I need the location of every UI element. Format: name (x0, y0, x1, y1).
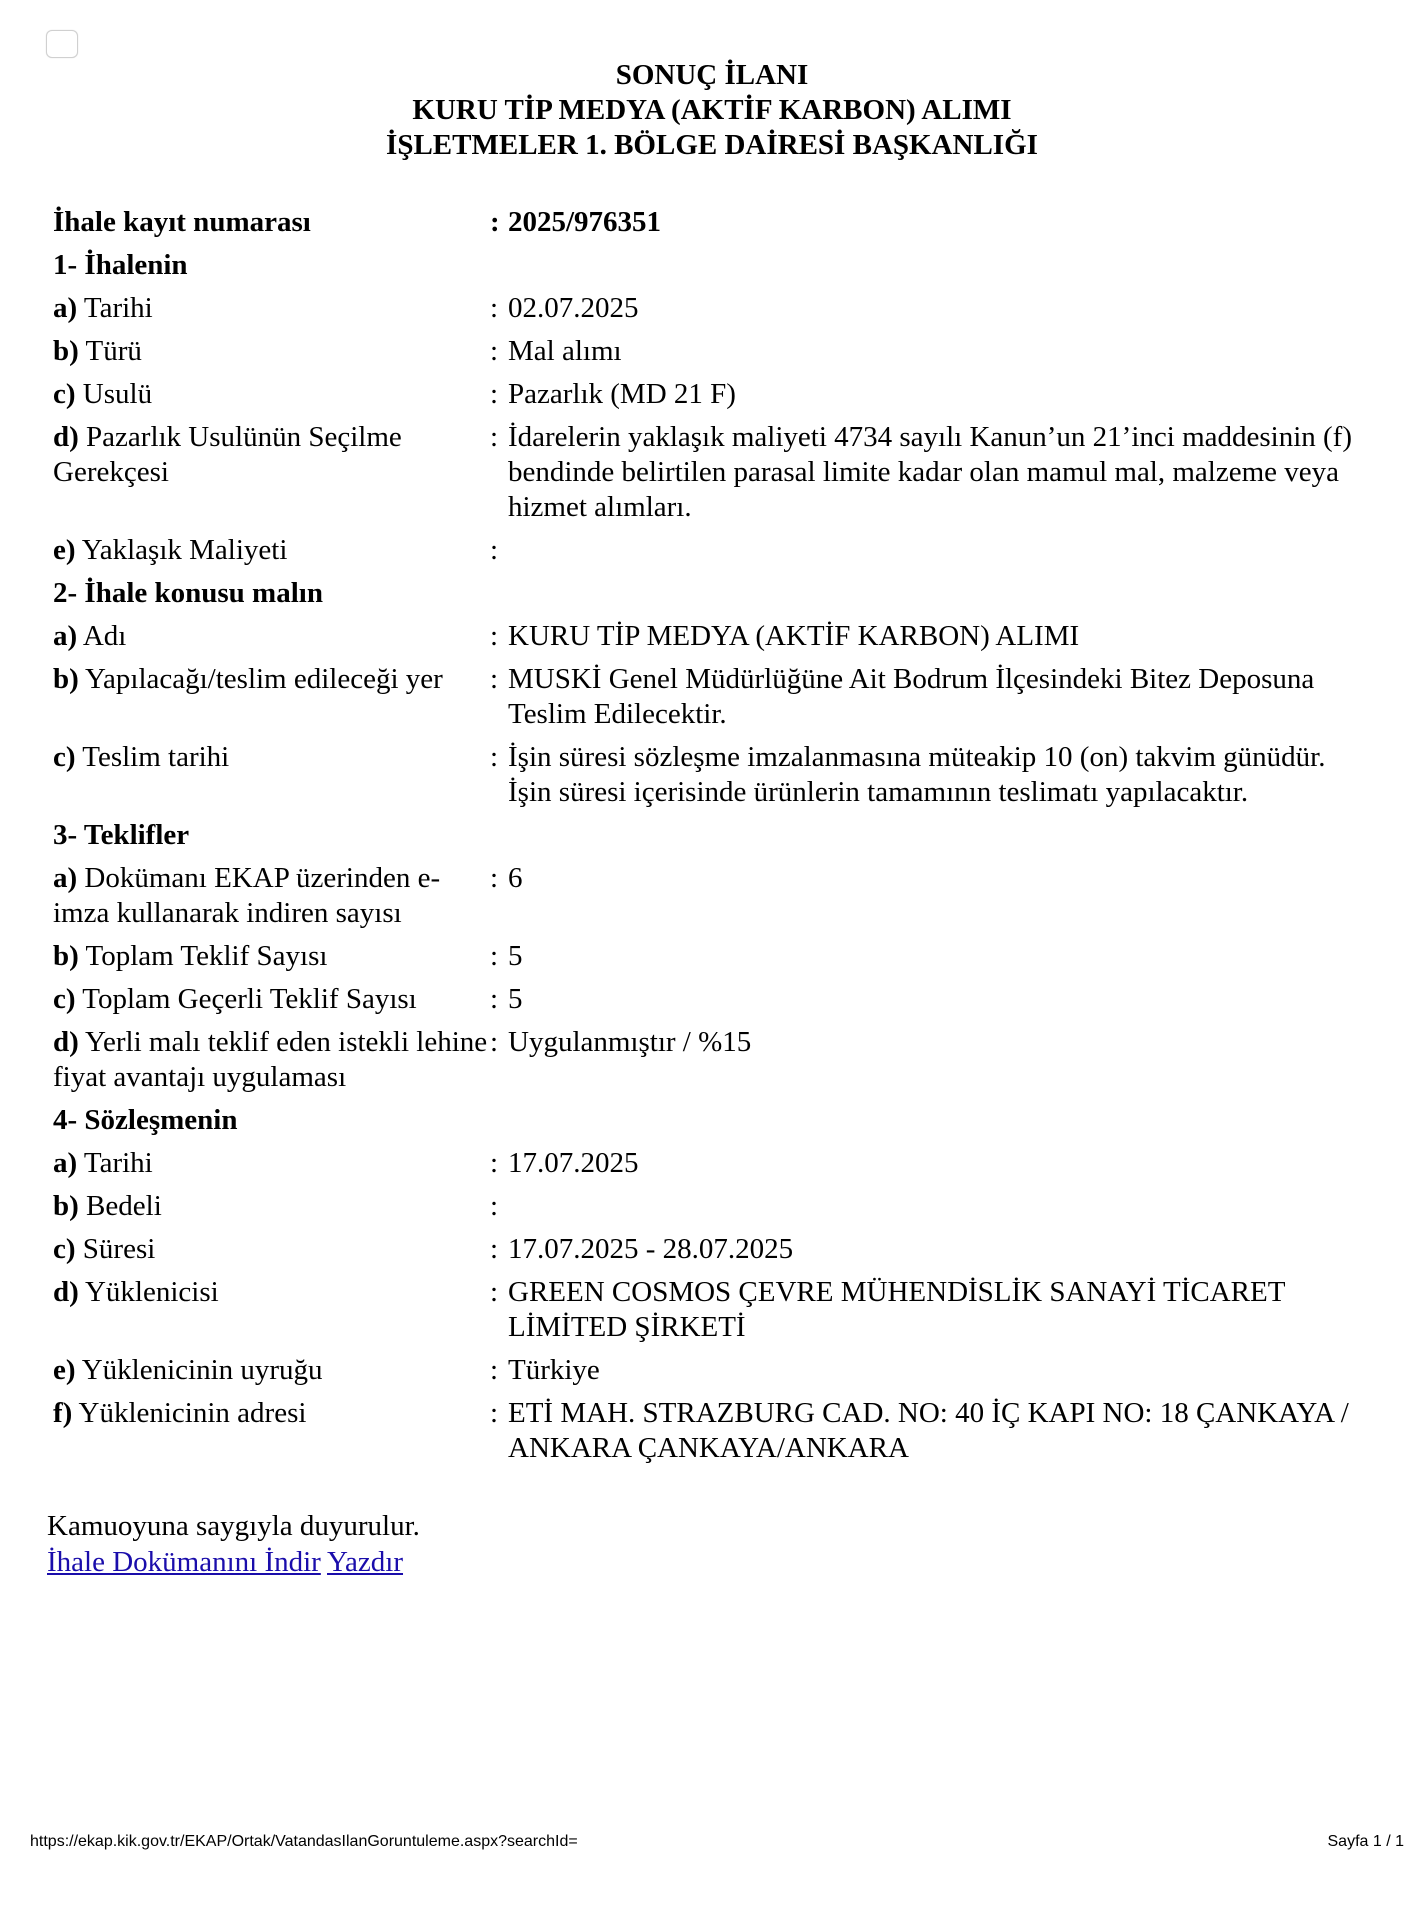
field-row (53, 291, 1373, 326)
colon: : (490, 940, 499, 972)
colon: : (490, 335, 499, 367)
field-row (53, 334, 1373, 369)
field-value: 5 (508, 983, 523, 1015)
field-label: c) Süresi (53, 1233, 156, 1265)
colon: : (490, 292, 499, 324)
field-row (53, 1353, 1373, 1388)
field-label: e) Yüklenicinin uyruğu (53, 1354, 323, 1386)
field-value: ETİ MAH. STRAZBURG CAD. NO: 40 İÇ KAPI NO: 18 ÇANKAYA / ANKARA ÇANKAYA/ANKARA (508, 1397, 1349, 1464)
colon: : (490, 1354, 499, 1386)
announcement-form (53, 205, 1373, 1474)
field-value: MUSKİ Genel Müdürlüğüne Ait Bodrum İlçesindeki Bitez Deposuna Teslim Edilecektir. (508, 663, 1315, 730)
field-value: İşin süresi sözleşme imzalanmasına müteakip 10 (on) takvim günüdür. İşin süresi içerisinde ürünlerin tamamının teslimatı yapılacaktır. (508, 741, 1326, 808)
field-value: Uygulanmıştır / %15 (508, 1026, 752, 1058)
colon: : (490, 983, 499, 1015)
record-number-value: 2025/976351 (508, 206, 662, 238)
colon: : (490, 421, 499, 453)
field-row (53, 982, 1373, 1017)
page-number: Sayfa 1 / 1 (1327, 1833, 1404, 1850)
field-row (53, 1025, 1373, 1095)
field-label: b) Toplam Teklif Sayısı (53, 940, 328, 972)
field-label: b) Bedeli (53, 1190, 162, 1222)
section-title: 4- Sözleşmenin (53, 1104, 238, 1136)
field-row (53, 1189, 1373, 1224)
field-label: d) Yüklenicisi (53, 1276, 219, 1308)
field-label: b) Türü (53, 335, 142, 367)
print-link[interactable]: Yazdır (327, 1546, 404, 1578)
field-value: 17.07.2025 (508, 1147, 639, 1179)
field-value: KURU TİP MEDYA (AKTİF KARBON) ALIMI (508, 620, 1080, 652)
colon: : (490, 1397, 499, 1429)
field-value: 02.07.2025 (508, 292, 639, 324)
field-row (53, 533, 1373, 568)
section-title: 3- Teklifler (53, 819, 190, 851)
field-label: a) Dokümanı EKAP üzerinden e-imza kullanarak indiren sayısı (53, 862, 441, 929)
colon: : (490, 620, 499, 652)
field-label: a) Tarihi (53, 1147, 153, 1179)
checkbox[interactable] (46, 30, 78, 58)
header-title: SONUÇ İLANI (615, 59, 809, 91)
colon: : (490, 534, 499, 566)
header-authority: İŞLETMELER 1. BÖLGE DAİRESİ BAŞKANLIĞI (386, 129, 1038, 161)
field-value: 5 (508, 940, 523, 972)
colon: : (490, 378, 499, 410)
colon: : (490, 741, 499, 773)
record-number-row (53, 205, 1373, 240)
field-row (53, 1232, 1373, 1267)
field-value: GREEN COSMOS ÇEVRE MÜHENDİSLİK SANAYİ TİCARET LİMİTED ŞİRKETİ (508, 1276, 1285, 1343)
colon: : (490, 206, 500, 238)
closing-block (47, 1508, 420, 1580)
field-row (53, 377, 1373, 412)
field-label: f) Yüklenicinin adresi (53, 1397, 307, 1429)
field-label: e) Yaklaşık Maliyeti (53, 534, 288, 566)
colon: : (490, 1147, 499, 1179)
field-value: Türkiye (508, 1354, 600, 1386)
colon: : (490, 663, 499, 695)
colon: : (490, 862, 499, 894)
record-number-label: İhale kayıt numarası (53, 206, 311, 238)
field-label: a) Adı (53, 620, 127, 652)
field-label: d) Pazarlık Usulünün Seçilme Gerekçesi (53, 421, 402, 488)
field-value: Pazarlık (MD 21 F) (508, 378, 736, 410)
field-row (53, 420, 1373, 525)
field-row (53, 1146, 1373, 1181)
field-row (53, 740, 1373, 810)
download-document-link[interactable]: İhale Dokümanını İndir (47, 1546, 321, 1578)
field-label: c) Toplam Geçerli Teklif Sayısı (53, 983, 417, 1015)
field-label: d) Yerli malı teklif eden istekli lehine fiyat avantajı uygulaması (53, 1026, 488, 1093)
field-label: a) Tarihi (53, 292, 153, 324)
section-title: 2- İhale konusu malın (53, 577, 323, 609)
field-label: b) Yapılacağı/teslim edileceği yer (53, 663, 443, 695)
field-row (53, 1396, 1373, 1466)
field-row (53, 619, 1373, 654)
document-header (0, 58, 1424, 163)
field-label: c) Teslim tarihi (53, 741, 230, 773)
field-value: 17.07.2025 - 28.07.2025 (508, 1233, 794, 1265)
print-url: https://ekap.kik.gov.tr/EKAP/Ortak/VatandasIlanGoruntuleme.aspx?searchId= (30, 1833, 578, 1850)
field-value: İdarelerin yaklaşık maliyeti 4734 sayılı Kanun’un 21’inci maddesinin (f) bendinde belirtilen parasal limite kadar olan mamul mal, malzeme veya hizmet alımları. (508, 421, 1352, 523)
colon: : (490, 1233, 499, 1265)
field-label: c) Usulü (53, 378, 153, 410)
closing-text: Kamuoyuna saygıyla duyurulur. (47, 1510, 420, 1542)
field-row (53, 861, 1373, 931)
field-row (53, 662, 1373, 732)
colon: : (490, 1026, 499, 1058)
header-subject: KURU TİP MEDYA (AKTİF KARBON) ALIMI (412, 94, 1012, 126)
colon: : (490, 1276, 499, 1308)
field-row (53, 939, 1373, 974)
section-title: 1- İhalenin (53, 249, 188, 281)
field-value: Mal alımı (508, 335, 622, 367)
colon: : (490, 1190, 499, 1222)
field-value: 6 (508, 862, 523, 894)
field-row (53, 1275, 1373, 1345)
